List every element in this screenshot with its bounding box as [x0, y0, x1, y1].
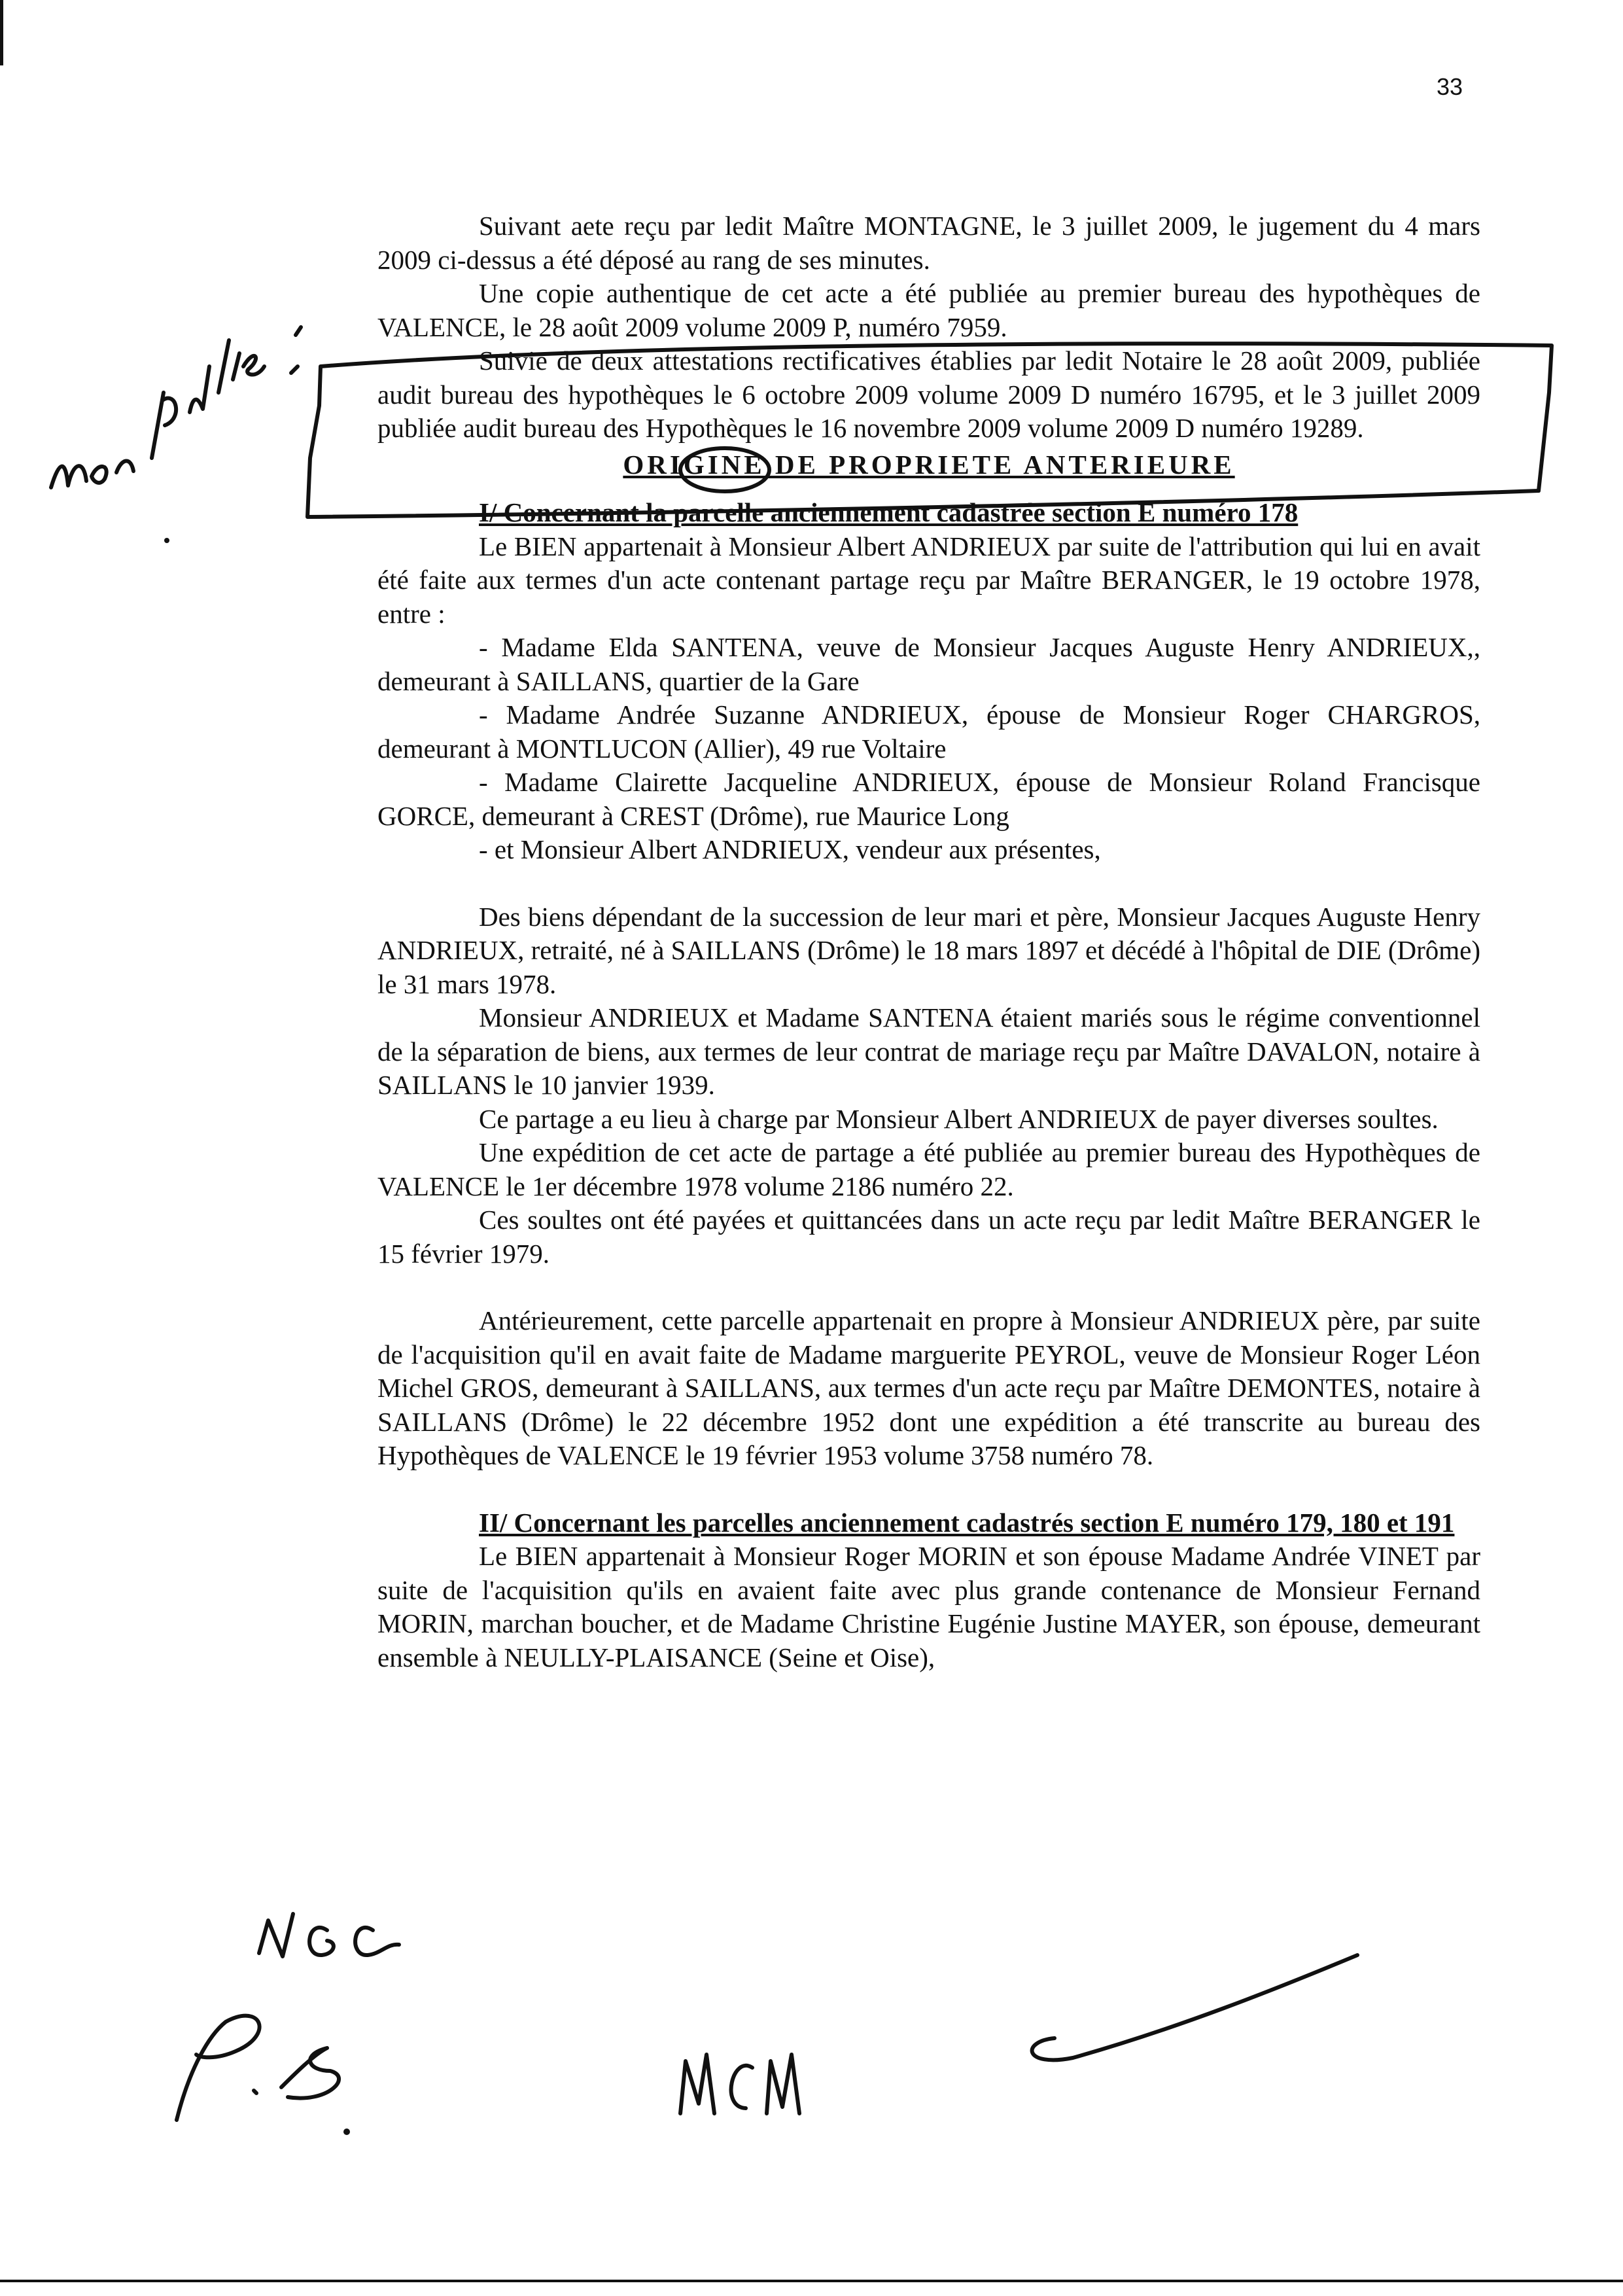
- circle-mark: [680, 448, 769, 491]
- paragraph: Ce partage a eu lieu à charge par Monsieur Albert ANDRIEUX de payer diverses soultes.: [479, 1103, 1439, 1134]
- initials-mcm: [680, 2055, 799, 2113]
- hand-drawn-box: [307, 344, 1552, 517]
- paragraph: Une copie authentique de cet acte a été publiée au premier bureau des hypothèques de VALENCE, le 28 août 2009 volume 2009 P, numéro 7959.: [377, 278, 1480, 342]
- list-item: - et Monsieur Albert ANDRIEUX, vendeur aux présentes,: [479, 834, 1101, 864]
- initials-ngg: [259, 1914, 399, 1956]
- paragraph: Le BIEN appartenait à Monsieur Roger MORIN et son épouse Madame Andrée VINET par suite de l'acquisition qu'ils en avaient faite avec plus grande contenance de Monsieur Fernand MORIN, marchan boucher, et de Madame Christine Eugénie Justine MAYER, son épouse, demeurant ensemble à NEULLY-PLAISANCE (Seine et Oise),: [377, 1541, 1480, 1672]
- sub-heading: II/ Concernant les parcelles anciennement cadastrés section E numéro 179, 180 et 191: [479, 1507, 1455, 1538]
- stray-mark: [291, 366, 298, 373]
- paragraph: Une expédition de cet acte de partage a été publiée au premier bureau des Hypothèques de VALENCE le 1er décembre 1978 volume 2186 numéro 22.: [377, 1137, 1480, 1201]
- paragraph: Suivie de deux attestations rectificatives établies par ledit Notaire le 28 août 2009, publiée audit bureau des hypothèques le 6 octobre 2009 volume 2009 D numéro 16795, et le 3 juillet 2009 publiée audit bureau des Hypothèques le 16 novembre 2009 volume 2009 D numéro 19289.: [377, 345, 1480, 443]
- paragraph: Suivant aete reçu par ledit Maître MONTAGNE, le 3 juillet 2009, le jugement du 4 mars 2009 ci-dessus a été déposé au rang de ses minutes.: [377, 211, 1480, 275]
- paragraph: Monsieur ANDRIEUX et Madame SANTENA étaient mariés sous le régime conventionnel de la séparation de biens, aux termes de leur contrat de mariage reçu par Maître DAVALON, notaire à SAILLANS le 10 janvier 1939.: [377, 1002, 1480, 1100]
- section-title: ORIGINE DE PROPRIETE ANTERIEURE: [623, 449, 1235, 480]
- paraph-stroke: [1032, 1955, 1357, 2060]
- paragraph: Ces soultes ont été payées et quittancées dans un acte reçu par ledit Maître BERANGER le 15 février 1979.: [377, 1205, 1480, 1269]
- list-item: - Madame Andrée Suzanne ANDRIEUX, épouse de Monsieur Roger CHARGROS, demeurant à MONTLUCON (Allier), 49 rue Voltaire: [377, 699, 1480, 764]
- initials-pb: [177, 2016, 339, 2120]
- page-number: 33: [1437, 73, 1463, 100]
- paragraph: Antérieurement, cette parcelle appartenait en propre à Monsieur ANDRIEUX père, par suite de l'acquisition qu'il en avait faite de Madame marguerite PEYROL, veuve de Monsieur Roger Léon Michel GROS, demeurant à SAILLANS, aux termes d'un acte reçu par Maître DEMONTES, notaire à SAILLANS (Drôme) le 22 décembre 1952 dont une expédition a été transcrite au bureau des Hypothèques de VALENCE le 19 février 1953 volume 3758 numéro 78.: [377, 1305, 1480, 1470]
- sub-heading: I/ Concernant la parcelle anciennement cadastrée section E numéro 178: [479, 497, 1299, 527]
- list-item: - Madame Clairette Jacqueline ANDRIEUX, épouse de Monsieur Roland Francisque GORCE, demeurant à CREST (Drôme), rue Maurice Long: [377, 767, 1480, 831]
- margin-note-non-publie: [51, 327, 301, 487]
- list-item: - Madame Elda SANTENA, veuve de Monsieur Jacques Auguste Henry ANDRIEUX,, demeurant à SAILLANS, quartier de la Gare: [377, 632, 1480, 696]
- paragraph: Le BIEN appartenait à Monsieur Albert ANDRIEUX par suite de l'attribution qui lui en avait été faite aux termes d'un acte contenant partage reçu par Maître BERANGER, le 19 octobre 1978, entre :: [377, 531, 1480, 629]
- paragraph: Des biens dépendant de la succession de leur mari et père, Monsieur Jacques Auguste Henry ANDRIEUX, retraité, né à SAILLANS (Drôme) le 18 mars 1897 et décédé à l'hôpital de DIE (Drôme) le 31 mars 1978.: [377, 901, 1480, 999]
